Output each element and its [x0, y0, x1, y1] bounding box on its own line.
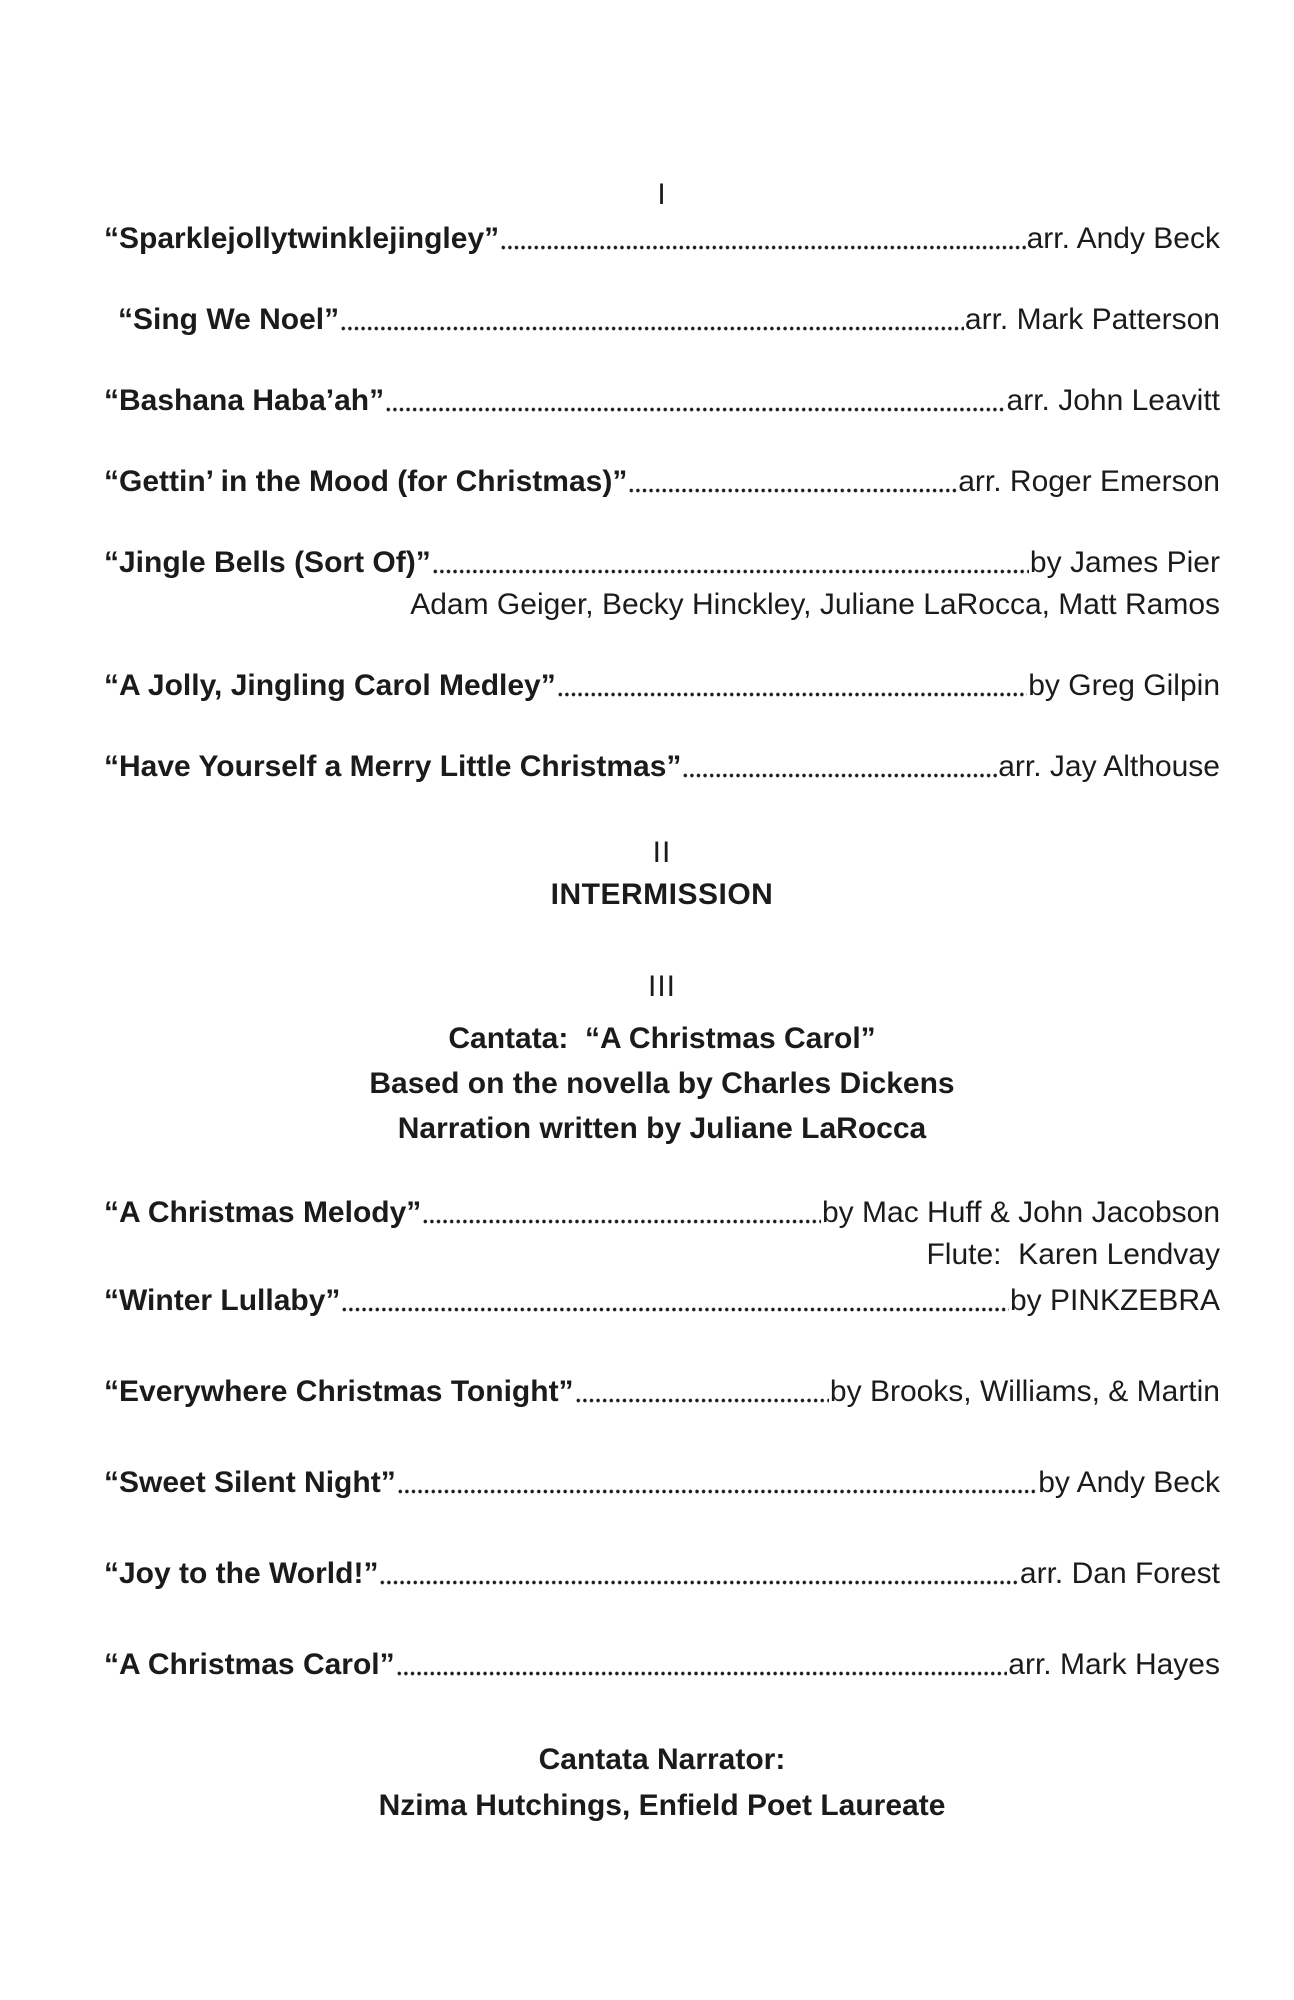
dot-leader: [628, 465, 957, 499]
song-row: [104, 1284, 1220, 1318]
song-title: “Sweet Silent Night”: [104, 1466, 396, 1499]
dot-leader: [682, 750, 997, 784]
song-credit: by James Pier: [1029, 546, 1220, 579]
song-row: [104, 384, 1220, 418]
dot-leader: [575, 1375, 829, 1409]
narrator-section: [104, 1737, 1220, 1829]
song-credit: by Mac Huff & John Jacobson: [822, 1196, 1220, 1229]
song-extra-credit: Adam Geiger, Becky Hinckley, Juliane LaRocca, Matt Ramos: [410, 588, 1220, 621]
song-credit: arr. Roger Emerson: [958, 465, 1220, 498]
dot-leader: [379, 1557, 1018, 1591]
song-row: [104, 465, 1220, 499]
song-row: [104, 1466, 1220, 1500]
part-1-numeral: I: [657, 178, 667, 211]
song-title: “Gettin’ in the Mood (for Christmas)”: [104, 465, 628, 498]
song-row: [104, 546, 1220, 580]
intermission-label: INTERMISSION: [550, 878, 774, 911]
song-extra-credit: Flute: Karen Lendvay: [926, 1238, 1220, 1271]
cantata-title: Cantata: “A Christmas Carol”: [448, 1022, 876, 1055]
song-credit: arr. Jay Althouse: [998, 750, 1220, 783]
song-row: [104, 222, 1220, 256]
song-title: “A Christmas Melody”: [104, 1196, 422, 1229]
narrator-name: Nzima Hutchings, Enfield Poet Laureate: [378, 1789, 946, 1822]
song-row: [104, 1648, 1220, 1682]
song-credit: arr. John Leavitt: [1006, 384, 1220, 417]
song-credit: by PINKZEBRA: [1009, 1284, 1220, 1317]
part-1-song-list: [104, 222, 1220, 784]
song-title: “Everywhere Christmas Tonight”: [104, 1375, 574, 1408]
song-title: “Sing We Noel”: [118, 303, 340, 336]
song-row: [104, 669, 1220, 703]
dot-leader: [340, 303, 964, 337]
song-row: [104, 1375, 1220, 1409]
song-credit: by Brooks, Williams, & Martin: [829, 1375, 1220, 1408]
part-3-song-list: [104, 1196, 1220, 1682]
song-title: “Jingle Bells (Sort Of)”: [104, 546, 431, 579]
dot-leader: [385, 384, 1005, 418]
dot-leader: [432, 546, 1029, 580]
dot-leader: [500, 222, 1025, 256]
song-title: “Winter Lullaby”: [104, 1284, 341, 1317]
song-credit: arr. Dan Forest: [1019, 1557, 1220, 1590]
part-2-numeral: II: [652, 836, 672, 869]
song-credit: arr. Mark Hayes: [1008, 1648, 1220, 1681]
song-title: “Sparklejollytwinklejingley”: [104, 222, 500, 255]
song-credit: arr. Mark Patterson: [964, 303, 1220, 336]
dot-leader: [397, 1466, 1038, 1500]
cantata-narration-credit: Narration written by Juliane LaRocca: [397, 1112, 927, 1145]
song-row: [104, 303, 1220, 337]
song-credit: by Andy Beck: [1038, 1466, 1220, 1499]
part-3-numeral: III: [647, 970, 676, 1003]
narrator-label: Cantata Narrator:: [538, 1743, 786, 1776]
song-row: [104, 1196, 1220, 1230]
dot-leader: [396, 1648, 1008, 1682]
song-title: “Have Yourself a Merry Little Christmas”: [104, 750, 682, 783]
song-title: “A Jolly, Jingling Carol Medley”: [104, 669, 556, 702]
song-title: “A Christmas Carol”: [104, 1648, 395, 1681]
dot-leader: [422, 1196, 821, 1230]
cantata-novella-credit: Based on the novella by Charles Dickens: [369, 1067, 955, 1100]
song-title: “Bashana Haba’ah”: [104, 384, 385, 417]
song-title: “Joy to the World!”: [104, 1557, 379, 1590]
dot-leader: [341, 1284, 1009, 1318]
cantata-heading: [104, 1016, 1220, 1151]
dot-leader: [557, 669, 1028, 703]
song-credit: by Greg Gilpin: [1028, 669, 1220, 702]
song-credit: arr. Andy Beck: [1026, 222, 1220, 255]
song-row: [104, 1557, 1220, 1591]
song-row: [104, 750, 1220, 784]
part-2-section: [104, 836, 1220, 912]
